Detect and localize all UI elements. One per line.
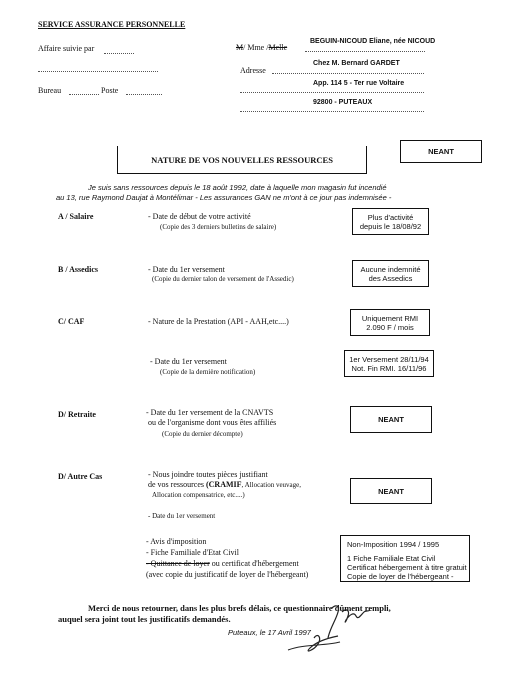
section-d1-answer: NEANT	[378, 415, 404, 424]
section-e-answer2: 1 Fiche Familiale Etat Civil	[347, 554, 436, 563]
section-d1-line1: - Date du 1er versement de la CNAVTS	[146, 408, 274, 417]
affaire-field	[104, 53, 134, 54]
section-d2-line4: - Date du 1er versement	[148, 512, 216, 520]
section-c-answer2: 2.090 F / mois	[366, 322, 414, 332]
section-e-line2: - Fiche Familiale d'Etat Civil	[146, 548, 239, 557]
section-b-answer-box	[352, 260, 429, 287]
section-b-answer2: des Assedics	[368, 273, 413, 283]
bureau-field	[69, 94, 99, 95]
section-d2-answer-box	[350, 478, 432, 504]
address-field-3	[240, 111, 424, 112]
address-line1: Chez M. Bernard GARDET	[313, 60, 400, 67]
section-d2-line1: - Nous joindre toutes pièces justifiant	[148, 470, 268, 479]
address-field-1	[272, 73, 424, 74]
section-d1-line2: ou de l'organisme dont vous êtes affiliés	[148, 418, 277, 427]
place-date: Puteaux, le 17 Avril 1997	[228, 628, 311, 637]
footer-line2: auquel sera joint tout les justificatifs demandés.	[58, 614, 231, 624]
section-d1-answer-box	[350, 406, 432, 433]
section-a-line2: (Copie des 3 derniers bulletins de salaire)	[160, 223, 277, 231]
title-text: NATURE DE VOS NOUVELLES RESSOURCES	[151, 154, 333, 165]
signature-image	[284, 598, 384, 660]
section-e-answer1: Non-Imposition 1994 / 1995	[347, 540, 440, 549]
title-box	[117, 146, 367, 174]
affaire-label: Affaire suivie par	[38, 44, 95, 53]
section-e-line3-rest: ou certificat d'hébergement	[209, 559, 299, 568]
section-e-line1: - Avis d'imposition	[146, 537, 207, 546]
name-value: BEGUIN-NICOUD Eliane, née NICOUD	[310, 38, 436, 45]
section-e-line4: (avec copie du justificatif de loyer de l'hébergeant)	[146, 570, 309, 579]
poste-label: Poste	[101, 86, 119, 95]
title-answer-box	[400, 140, 482, 163]
section-e-answer-box	[340, 535, 470, 582]
section-c-answer2-box	[344, 350, 434, 377]
section-e-answer3: Certificat hébergement à titre gratuit	[347, 563, 467, 572]
address-line2: App. 114 5 - Ter rue Voltaire	[313, 80, 405, 87]
civility-m: M	[236, 43, 244, 52]
section-a-line1: - Date de début de votre activité	[148, 212, 251, 221]
section-a-label: A / Salaire	[58, 212, 94, 221]
footer-line1: Merci de nous retourner, dans les plus brefs délais, ce questionnaire dûment rempli,	[88, 603, 391, 613]
intro-line2: au 13, rue Raymond Daujat à Montélimar - Les assurances GAN ne m'ont à ce jour pas indemnisée -	[56, 193, 392, 202]
section-b-line2: (Copie du dernier talon de versement de l'Assedic)	[152, 275, 294, 283]
section-a-answer2: depuis le 18/08/92	[359, 221, 422, 231]
section-a-answer1: Plus d'activité	[367, 212, 414, 222]
section-c-line3: - Date du 1er versement	[150, 357, 227, 366]
civility-melle: Melle	[268, 43, 288, 52]
affaire-field-line2	[38, 71, 158, 72]
intro-line1: Je suis sans ressources depuis le 18 août 1992, date à laquelle mon magasin fut incendié	[88, 183, 387, 192]
section-b-label: B / Assedics	[58, 265, 99, 274]
section-b-answer1: Aucune indemnité	[360, 264, 421, 274]
section-c-line1: - Nature de la Prestation (API - AAH,etc....)	[148, 317, 289, 326]
section-e-answer4: Copie de loyer de l'hébergeant -	[347, 572, 454, 581]
section-c-line4: (Copie de la dernière notification)	[160, 368, 256, 376]
section-d2-line3: Allocation compensatrice, etc....)	[152, 491, 245, 499]
name-field	[305, 51, 425, 52]
address-line3: 92800 - PUTEAUX	[313, 99, 373, 106]
section-d1-label: D/ Retraite	[58, 410, 96, 419]
section-c-answer-box	[350, 309, 430, 336]
civility	[236, 43, 287, 52]
civility-mme: / Mme /	[243, 43, 269, 52]
poste-field	[126, 94, 162, 95]
section-c-answer3: 1er Versement 28/11/94	[349, 354, 429, 364]
section-e-line3-struck: - Quittance de loyer	[146, 559, 210, 568]
section-e-line3	[146, 559, 299, 568]
section-c-answer4: Not. Fin RMI. 16/11/96	[351, 363, 427, 373]
adresse-label: Adresse	[240, 66, 266, 75]
section-d2-line2-a: de vos ressources	[148, 480, 204, 489]
service-title: SERVICE ASSURANCE PERSONNELLE	[38, 20, 186, 29]
section-d2-line2	[148, 480, 301, 489]
section-d2-line2-c: , Allocation veuvage,	[241, 481, 302, 489]
address-field-2	[240, 92, 424, 93]
title-answer: NEANT	[428, 147, 454, 156]
bureau-label: Bureau	[38, 86, 62, 95]
section-d2-answer: NEANT	[378, 486, 404, 496]
section-d1-line3: (Copie du dernier décompte)	[162, 430, 243, 438]
section-d2-label: D/ Autre Cas	[58, 472, 103, 481]
section-c-answer1: Uniquement RMI	[361, 313, 419, 323]
section-d2-line2-b: (CRAMIF	[205, 480, 242, 489]
section-a-answer-box	[352, 208, 429, 235]
section-b-line1: - Date du 1er versement	[148, 265, 225, 274]
section-c-label: C/ CAF	[58, 317, 85, 326]
